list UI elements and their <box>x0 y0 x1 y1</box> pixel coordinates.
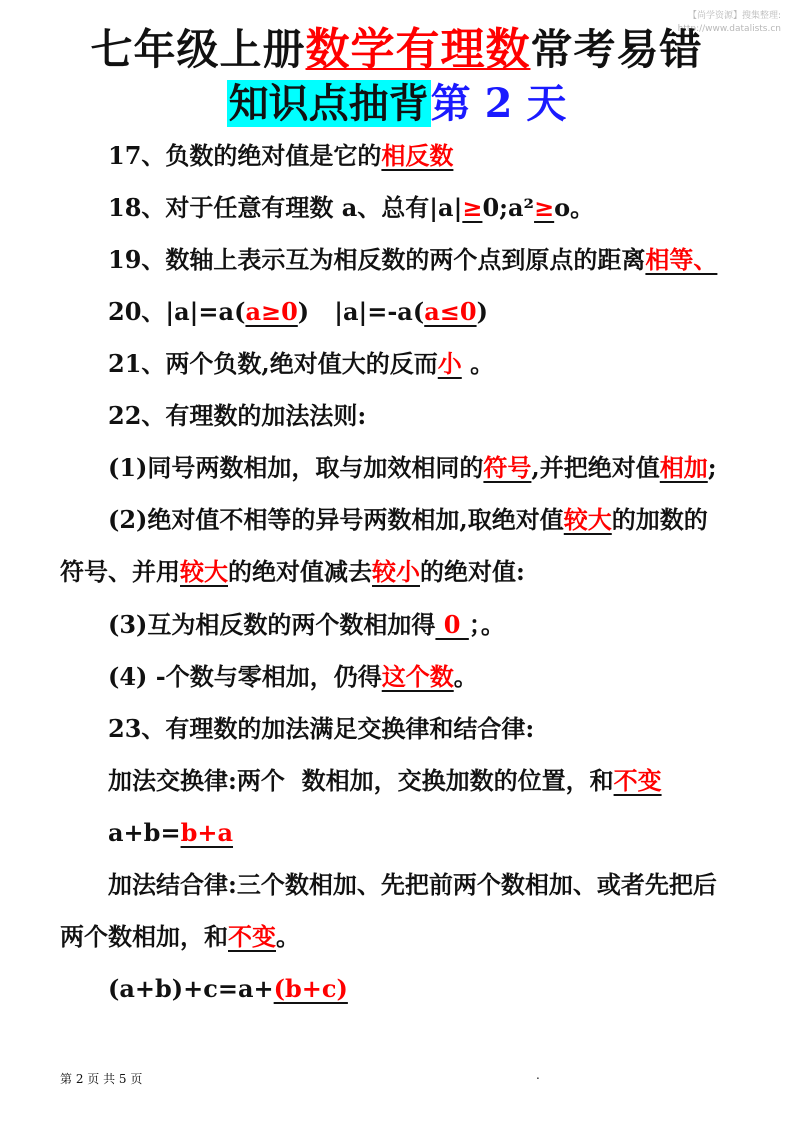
associative-law-cont: 两个数相加，和不变。 <box>60 922 300 951</box>
answer: ≥ <box>534 193 555 222</box>
footer-dot: . <box>536 1068 540 1082</box>
answer: 这个数 <box>381 662 454 691</box>
page-subtitle <box>0 80 793 128</box>
rule-1: (1)同号两数相加，取与加效相同的符号,并把绝对值相加; <box>108 453 717 482</box>
commutative-formula: a+b=b+a <box>108 818 234 847</box>
answer: 较大 <box>563 505 612 534</box>
rule-4: (4) -个数与零相加，仍得这个数。 <box>108 662 478 691</box>
commutative-law: 加法交换律:两个 数相加，交换加数的位置，和不变 <box>108 766 662 795</box>
item-21: 21、两个负数,绝对值大的反而小 。 <box>108 349 495 378</box>
rule-2-cont: 符号、并用较大的绝对值减去较小的绝对值: <box>60 557 525 586</box>
answer: 不变 <box>228 922 276 951</box>
watermark-line-1: 【尚学资源】搜集整理: <box>687 11 781 21</box>
item-17: 17、负数的绝对值是它的相反数 <box>108 141 454 170</box>
subtitle-day: 第 2 天 <box>430 80 567 127</box>
rule-3: (3)互为相反数的两个数相加得 0 ；。 <box>108 610 505 639</box>
answer: b+a <box>180 818 234 847</box>
answer: ≥ <box>462 193 483 222</box>
subtitle-cyan: 知识点抽背 <box>228 80 429 127</box>
answer: 不变 <box>613 766 662 795</box>
answer: 相等、 <box>645 245 718 274</box>
associative-formula: (a+b)+c=a+(b+c) <box>108 974 348 1003</box>
associative-law: 加法结合律:三个数相加、先把前两个数相加、或者先把后 <box>108 870 717 899</box>
answer: (b+c) <box>273 974 348 1003</box>
answer: a≤0 <box>424 297 477 326</box>
answer: 相加 <box>659 453 708 482</box>
answer: 符号 <box>483 453 532 482</box>
item-20: 20、|a|=a(a≥0) |a|=-a(a≤0) <box>108 297 488 326</box>
title-prefix: 七年级上册 <box>90 25 306 74</box>
page-number: 第 2 页 共 5 页 <box>60 1072 143 1086</box>
answer: a≥0 <box>245 297 298 326</box>
rule-2: (2)绝对值不相等的异号两数相加,取绝对值较大的加数的 <box>108 505 708 534</box>
title-suffix: 常考易错 <box>530 25 703 74</box>
page-title <box>0 24 793 76</box>
answer: 较大 <box>180 557 228 586</box>
item-19: 19、数轴上表示互为相反数的两个点到原点的距离相等、 <box>108 245 718 274</box>
answer: 相反数 <box>381 141 454 170</box>
answer: 小 <box>437 349 462 378</box>
answer: 0 <box>435 610 469 639</box>
item-22: 22、有理数的加法法则: <box>108 401 367 430</box>
item-23: 23、有理数的加法满足交换律和结合律: <box>108 714 535 743</box>
title-highlight: 数学有理数 <box>305 24 531 75</box>
answer: 较小 <box>372 557 420 586</box>
item-18: 18、对于任意有理数 a、总有|a|≥0;a²≥o。 <box>108 193 595 222</box>
watermark-line-2: http://www.datalists.cn <box>677 24 781 34</box>
